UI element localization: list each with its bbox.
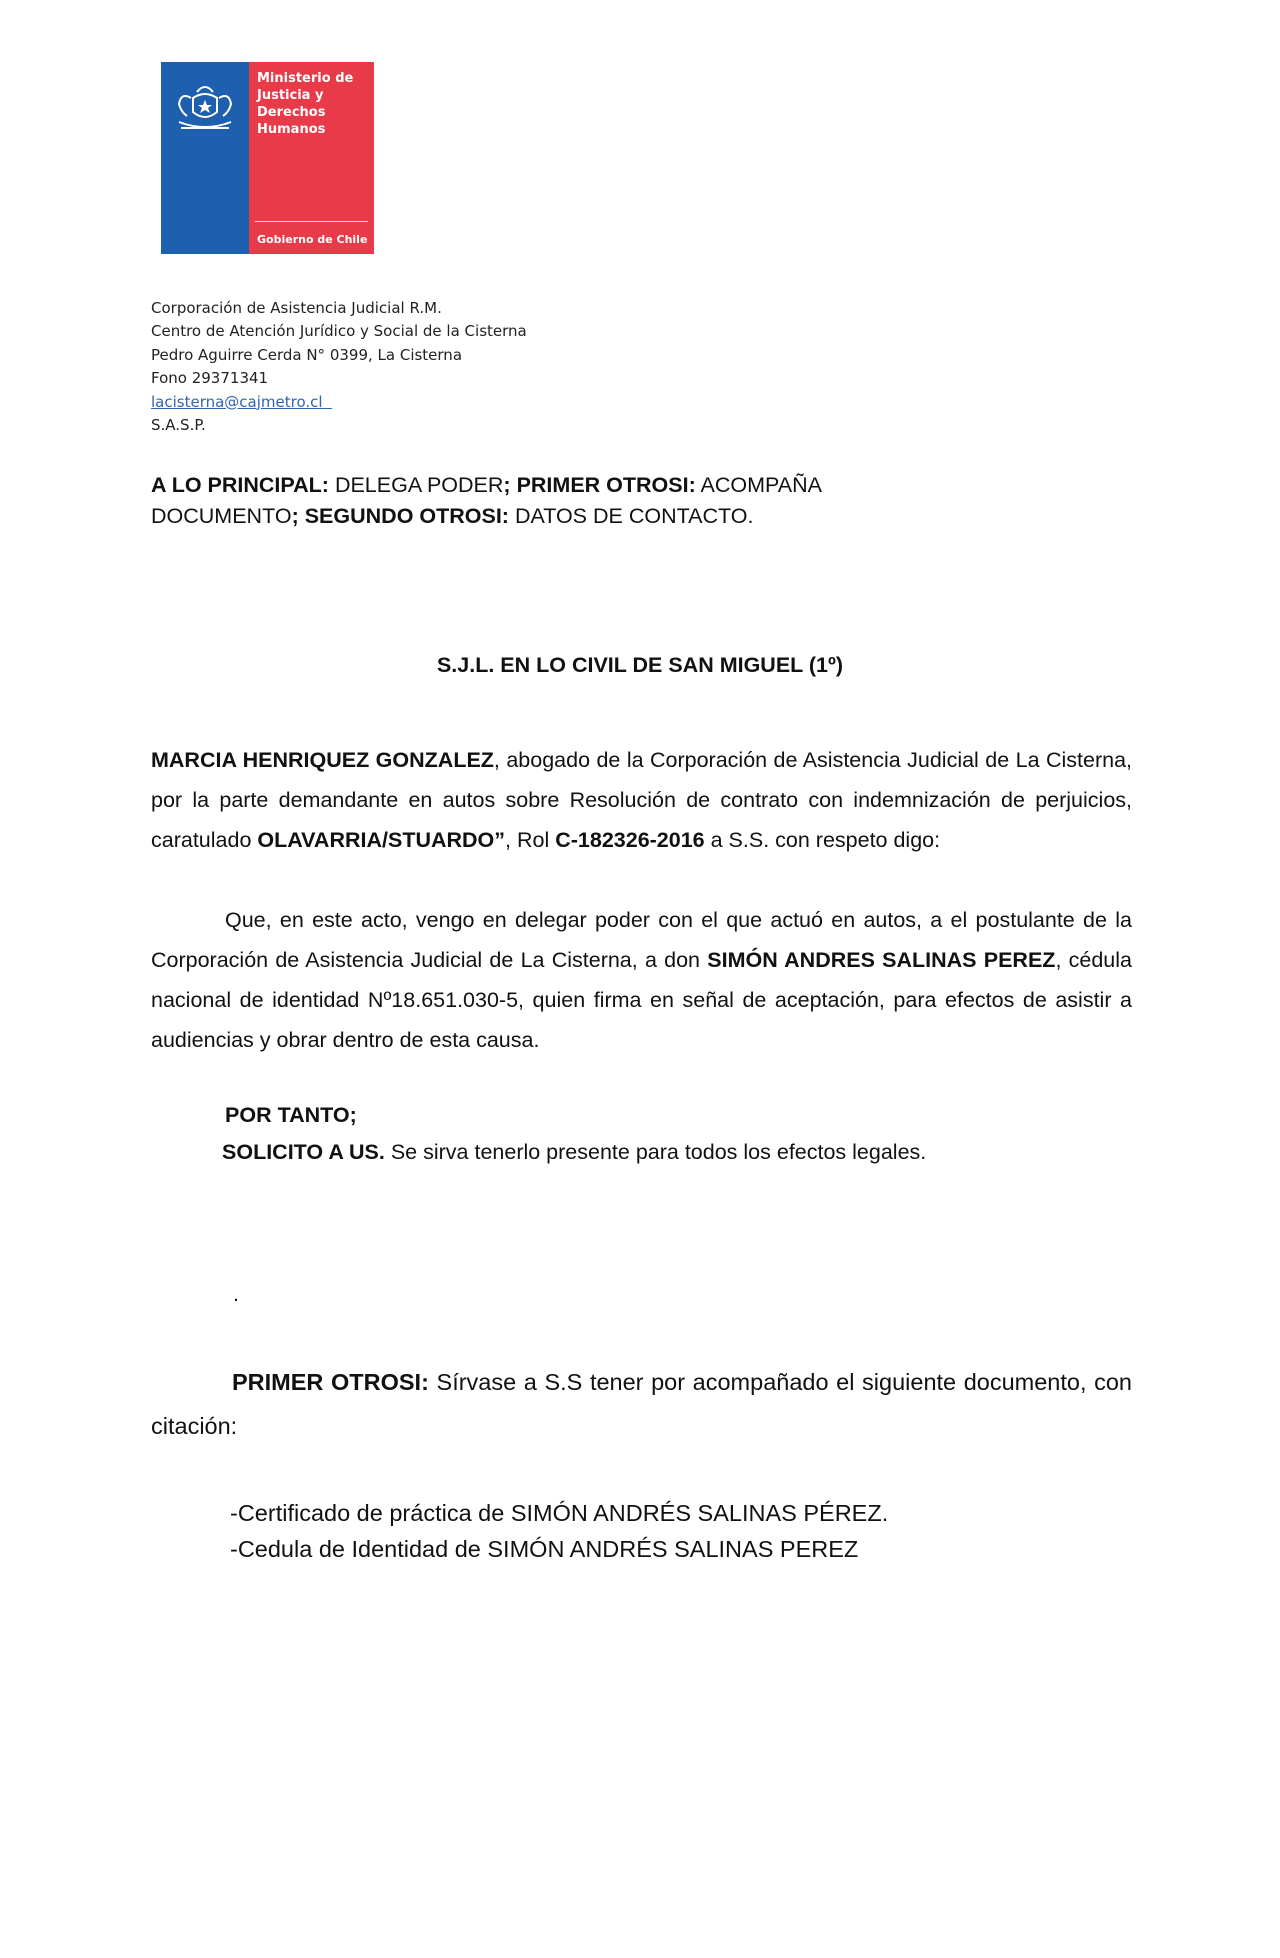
por-tanto: POR TANTO; <box>225 1103 357 1127</box>
logo-divider <box>255 221 368 222</box>
stray-dot: . <box>233 1282 239 1306</box>
primer-otrosi-paragraph: PRIMER OTROSI: Sírvase a S.S tener por acompañado el siguiente documento, con citación: <box>151 1369 1132 1439</box>
address: Pedro Aguirre Cerda N° 0399, La Cisterna <box>151 345 463 364</box>
email-link[interactable]: lacisterna@cajmetro.cl <box>151 392 323 411</box>
list-item: -Cedula de Identidad de SIMÓN ANDRÉS SALINAS PEREZ <box>230 1536 859 1562</box>
center-name: Centro de Atención Jurídico y Social de la Cisterna <box>151 322 527 341</box>
chile-coat-of-arms-icon <box>171 76 239 138</box>
initials: S.A.S.P. <box>151 416 206 435</box>
ministry-logo <box>161 62 374 254</box>
logo-ministry-name: Ministerio de Justicia y Derechos Humanos <box>257 71 354 137</box>
logo-government: Gobierno de Chile <box>257 233 368 246</box>
letterhead <box>151 297 527 437</box>
list-item: -Certificado de práctica de SIMÓN ANDRÉS SALINAS PÉREZ. <box>230 1500 889 1526</box>
sumilla: A LO PRINCIPAL: DELEGA PODER; PRIMER OTROSI: ACOMPAÑA DOCUMENTO; SEGUNDO OTROSI: DATOS DE CONTACTO. <box>151 473 821 528</box>
org-name: Corporación de Asistencia Judicial R.M. <box>151 299 442 317</box>
delegation-paragraph: Que, en este acto, vengo en delegar poder con el que actuó en autos, a el postulante de la Corporación de Asistencia Judicial de La Cisterna, a don SIMÓN ANDRES SALINAS PEREZ, cédula nacional de identidad Nº18.651.030-5, quien firma en señal de aceptación, para efectos de asistir a audiencias y obrar dentro de esta causa. <box>151 908 1132 1052</box>
logo-red-panel <box>249 62 374 254</box>
court-heading: S.J.L. EN LO CIVIL DE SAN MIGUEL (1º) <box>436 653 844 677</box>
solicito: SOLICITO A US. Se sirva tenerlo presente para todos los efectos legales. <box>222 1140 927 1164</box>
logo-blue-panel <box>161 62 249 254</box>
phone: Fono 29371341 <box>151 369 269 388</box>
document-list <box>230 1495 888 1567</box>
intro-paragraph: MARCIA HENRIQUEZ GONZALEZ, abogado de la Corporación de Asistencia Judicial de La Cisterna, por la parte demandante en autos sobre Resolución de contrato con indemnización de perjuicios, caratulado OLAVARRIA/STUARDO”, Rol C-182326-2016 a S.S. con respeto digo: <box>151 748 1132 852</box>
